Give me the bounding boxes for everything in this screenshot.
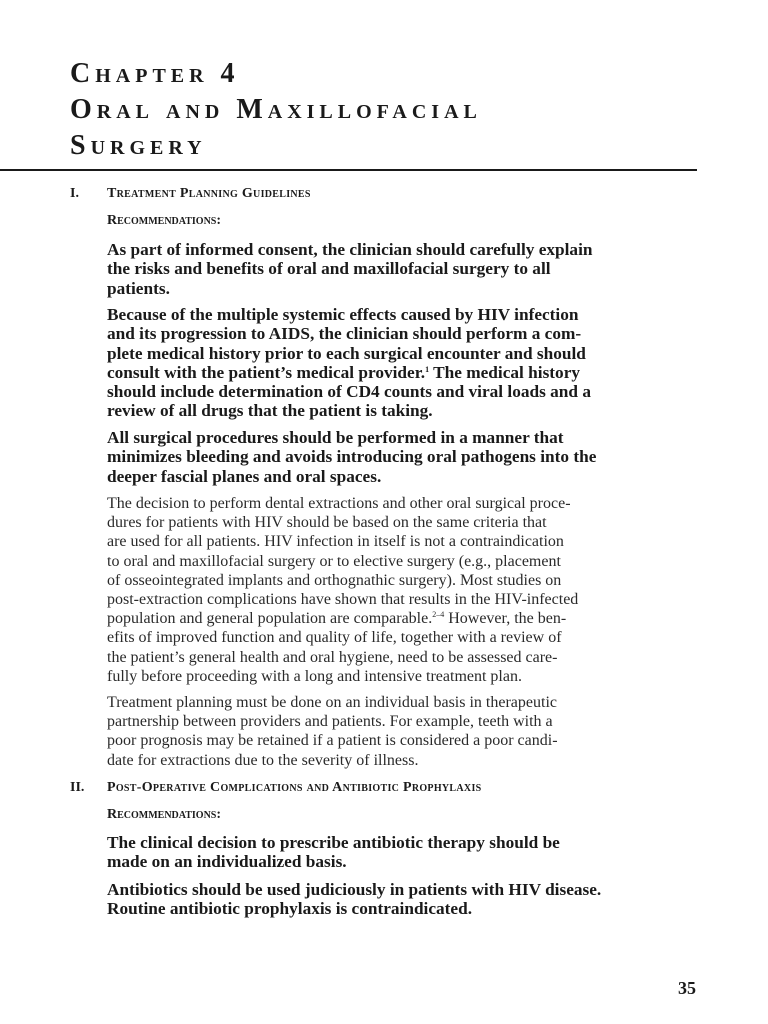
section-heading-1 xyxy=(70,186,311,202)
citation: 2–4 xyxy=(432,610,445,620)
chapter-number: Chapter 4 xyxy=(70,58,240,89)
recommendation-paragraph: Antibiotics should be used judiciously in patients with HIV disease. Routine antibiotic prophylaxis is contraindicated. xyxy=(107,880,602,919)
recommendation-paragraph: All surgical procedures should be performed in a manner that minimizes bleeding and avoids introducing oral pathogens into the deeper fascial planes and oral spaces. xyxy=(107,428,597,486)
section-number: II. xyxy=(70,780,85,795)
page-number: 35 xyxy=(678,978,696,998)
body-paragraph: Treatment planning must be done on an individual basis in therapeutic partnership between providers and patients. For example, teeth with a poor prognosis may be retained if a patient is considered a poor candi- date for extractions due to the severity of illness. xyxy=(107,694,558,769)
chapter-rule xyxy=(0,169,697,171)
chapter-title xyxy=(70,56,482,164)
chapter-title-line-1: Oral and Maxillofacial xyxy=(70,94,482,125)
recommendations-label: Recommendations: xyxy=(107,213,222,228)
section-title: Treatment Planning Guidelines xyxy=(107,186,311,201)
recommendation-paragraph: Because of the multiple systemic effects caused by HIV infection and its progression to AIDS, the clinician should perform a com- plete medical history prior to each surgical encounter and should consult with the patient’s medical provider.$^1$ The medical history should include determination of CD4 counts and viral loads and a review of all drugs that the patient is taking. xyxy=(107,305,591,421)
section-heading-2 xyxy=(70,780,482,796)
body-paragraph: The decision to perform dental extractions and other oral surgical proce- dures for patients with HIV should be based on the same criteria that are used for all patients. HIV infection in itself is not a contraindication to oral and maxillofacial surgery or to elective surgery (e.g., placement of osseointegrated implants and orthognathic surgery). Most studies on post-extraction complications have shown that results in the HIV-infected population and general population are comparable.$^{2-4}$ However, the ben- efits of improved function and quality of life, together with a review of the patient’s general health and oral hygiene, need to be assessed care- fully before proceeding with a long and intensive treatment plan. xyxy=(107,495,579,685)
citation: 1 xyxy=(425,364,430,374)
recommendation-paragraph: The clinical decision to prescribe antibiotic therapy should be made on an individualized basis. xyxy=(107,833,560,872)
recommendation-paragraph: As part of informed consent, the clinician should carefully explain the risks and benefits of oral and maxillofacial surgery to all patients. xyxy=(107,240,593,298)
section-number: I. xyxy=(70,186,79,201)
recommendations-label: Recommendations: xyxy=(107,807,222,822)
chapter-title-line-2: Surgery xyxy=(70,130,207,161)
section-title: Post-Operative Complications and Antibiotic Prophylaxis xyxy=(107,780,482,795)
